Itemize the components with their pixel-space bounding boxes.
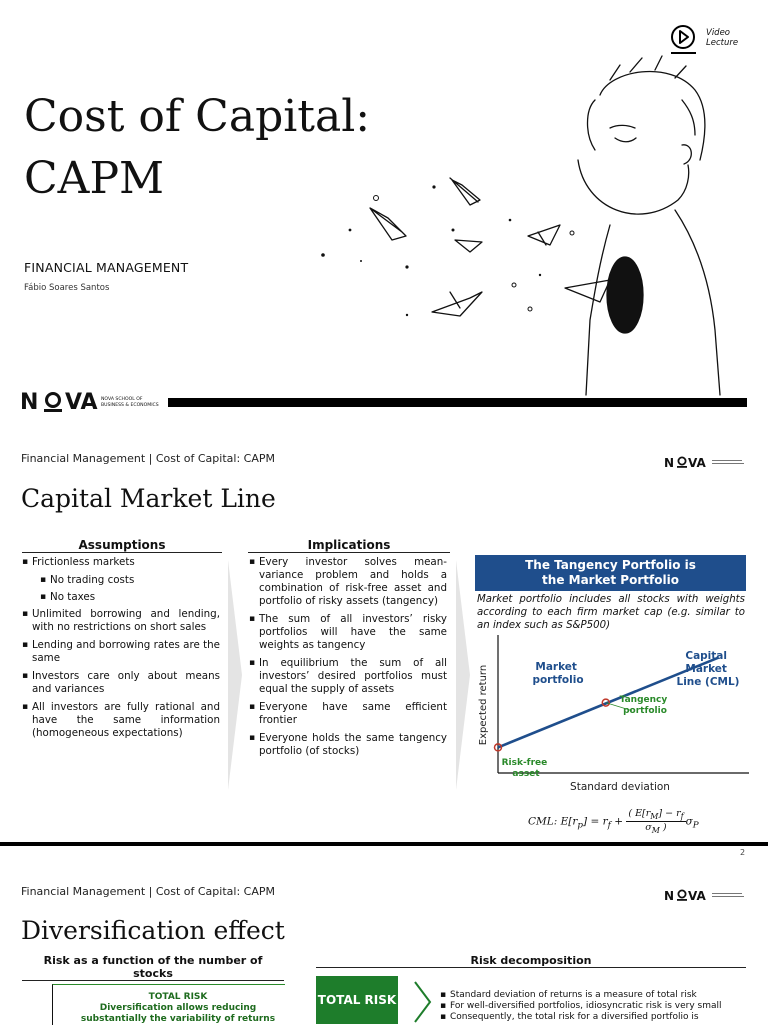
course-name: FINANCIAL MANAGEMENT — [24, 260, 189, 275]
svg-text:N: N — [664, 889, 675, 902]
svg-text:VA: VA — [65, 390, 98, 415]
risk-decomposition-heading: Risk decomposition — [316, 954, 746, 968]
risk-function-heading: Risk as a function of the number of stocks — [22, 954, 284, 981]
risk-free-asset-label: Risk-free asset — [501, 758, 548, 779]
title-divider-bar — [168, 398, 747, 407]
total-risk-band: TOTAL RISK — [316, 976, 398, 1024]
nova-logo-small — [664, 887, 748, 906]
list-item: ▪ Consequently, the total risk for a diversified portfolio is — [440, 1012, 744, 1023]
list-item: ▪ Standard deviation of returns is a measure of total risk — [440, 990, 744, 1001]
chevron-right-icon — [456, 560, 474, 790]
person-with-paper-boats-illustration — [310, 40, 750, 400]
list-item: ▪ Lending and borrowing rates are the same — [22, 639, 220, 665]
x-axis-label: Standard deviation — [570, 781, 670, 793]
nova-logo-caption: NOVA SCHOOL OF BUSINESS & ECONOMICS — [101, 397, 159, 408]
list-item: ▪ Every investor solves mean-variance problem and holds a combination of risk-free asset and portfolio of risky assets (tangency) — [249, 556, 447, 608]
list-item: ▪ Frictionless markets — [22, 556, 220, 569]
list-item: ▪ The sum of all investors’ risky portfolios will have the same weights as tangency — [249, 613, 447, 652]
video-lecture-label: Video Lecture — [706, 28, 739, 48]
market-portfolio-description: Market portfolio includes all stocks with weights according to each firm market cap (e.g. similar to an index such as S&P500) — [477, 594, 745, 631]
tangency-portfolio-label: Tangency portfolio — [619, 695, 668, 716]
slide-header: Financial Management | Cost of Capital: CAPM — [21, 452, 275, 465]
cml-formula: CML: $E[r_p] = r_f$ + $\frac{( E[r_M] - r_f}{\sigma_M )}$ $\sigma_P$ — [528, 808, 699, 835]
implications-heading: Implications — [248, 538, 450, 553]
svg-text:N: N — [20, 390, 39, 415]
list-item: ▪ No taxes — [22, 591, 220, 604]
list-item: ▪ No trading costs — [22, 574, 220, 587]
page-number: 2 — [740, 848, 746, 857]
market-portfolio-label: Market portfolio — [532, 661, 584, 686]
y-axis-label: Expected return — [478, 664, 489, 746]
list-item: ▪ All investors are fully rational and have the same information (homogeneous expectations) — [22, 701, 220, 740]
svg-text:VA: VA — [688, 456, 706, 469]
nova-logo-mark — [664, 455, 748, 469]
assumptions-heading: Assumptions — [22, 538, 222, 553]
implications-list — [249, 556, 447, 763]
page-title: Cost of Capital: CAPM — [24, 91, 371, 204]
diversification-note: TOTAL RISK Diversification allows reducing substantially the variability of returns — [80, 992, 276, 1024]
list-item: ▪ Investors care only about means and variances — [22, 670, 220, 696]
slide-header: Financial Management | Cost of Capital: CAPM — [21, 885, 275, 898]
bracket-icon — [412, 980, 434, 1024]
list-item: ▪ For well-diversified portfolios, idiosyncratic risk is very small — [440, 1001, 744, 1012]
risk-bullets — [440, 990, 744, 1023]
slide-title: Diversification effect — [21, 916, 285, 945]
author-name: Fábio Soares Santos — [24, 283, 110, 293]
assumptions-list — [22, 556, 220, 745]
nova-logo-mark — [664, 888, 748, 902]
tangency-portfolio-banner: The Tangency Portfolio is the Market Portfolio — [475, 555, 746, 591]
list-item: ▪ Everyone have same efficient frontier — [249, 701, 447, 727]
list-item: ▪ Unlimited borrowing and lending, with no restrictions on short sales — [22, 608, 220, 634]
svg-text:N: N — [664, 456, 675, 469]
list-item: ▪ Everyone holds the same tangency portfolio (of stocks) — [249, 732, 447, 758]
nova-logo-small — [664, 454, 748, 473]
slide-separator — [0, 842, 768, 846]
slide-title: Capital Market Line — [21, 484, 276, 513]
list-item: ▪ In equilibrium the sum of all investors’ desired portfolios must equal the supply of assets — [249, 657, 447, 696]
cml-label: Capital Market Line (CML) — [676, 650, 740, 688]
chevron-right-icon — [228, 560, 246, 790]
svg-text:VA: VA — [688, 889, 706, 902]
